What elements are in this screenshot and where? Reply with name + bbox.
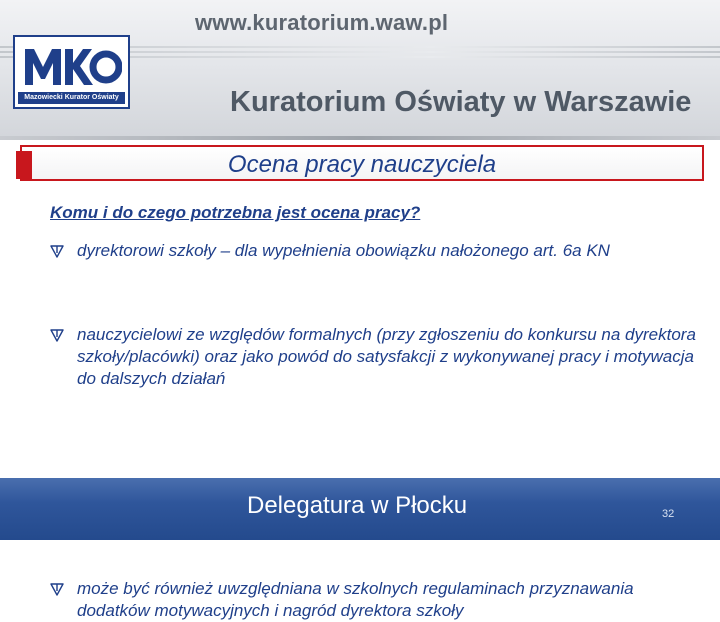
bullet-text: nauczycielowi ze względów formalnych (przy zgłoszeniu do konkursu na dyrektora szkoły/placówki) oraz jako powód do satysfakcji z wykonywanej pracy i motywacja do dalszych działań [77, 325, 696, 388]
banner-title: Kuratorium Oświaty w Warszawie [230, 86, 692, 118]
header-url[interactable]: www.kuratorium.waw.pl [195, 10, 449, 35]
bullet-item [50, 578, 700, 622]
check-arrow-icon [50, 582, 64, 596]
bullet-text: może być również uwzględniana w szkolnych regulaminach przyznawania dodatków motywacyjnych i nagród dyrektora szkoły [77, 579, 634, 620]
slide-title: Ocena pracy nauczyciela [227, 151, 497, 178]
footer-title: Delegatura w Płocku [247, 492, 468, 519]
logo-caption: Mazowiecki Kurator Oświaty [18, 92, 125, 104]
check-arrow-icon [50, 244, 64, 258]
bullet-text: dyrektorowi szkoły – dla wypełnienia obowiązku nałożonego art. 6a KN [77, 241, 610, 260]
mko-logo-mark [21, 43, 122, 89]
mko-logo [13, 35, 130, 109]
page-number: 32 [662, 508, 675, 520]
header-banner [0, 0, 720, 140]
bullet-item [50, 324, 700, 390]
bullet-item [50, 240, 700, 262]
slide-question: Komu i do czego potrzebna jest ocena pracy? [50, 203, 421, 222]
slide-title-box [20, 145, 704, 181]
check-arrow-icon [50, 328, 64, 342]
